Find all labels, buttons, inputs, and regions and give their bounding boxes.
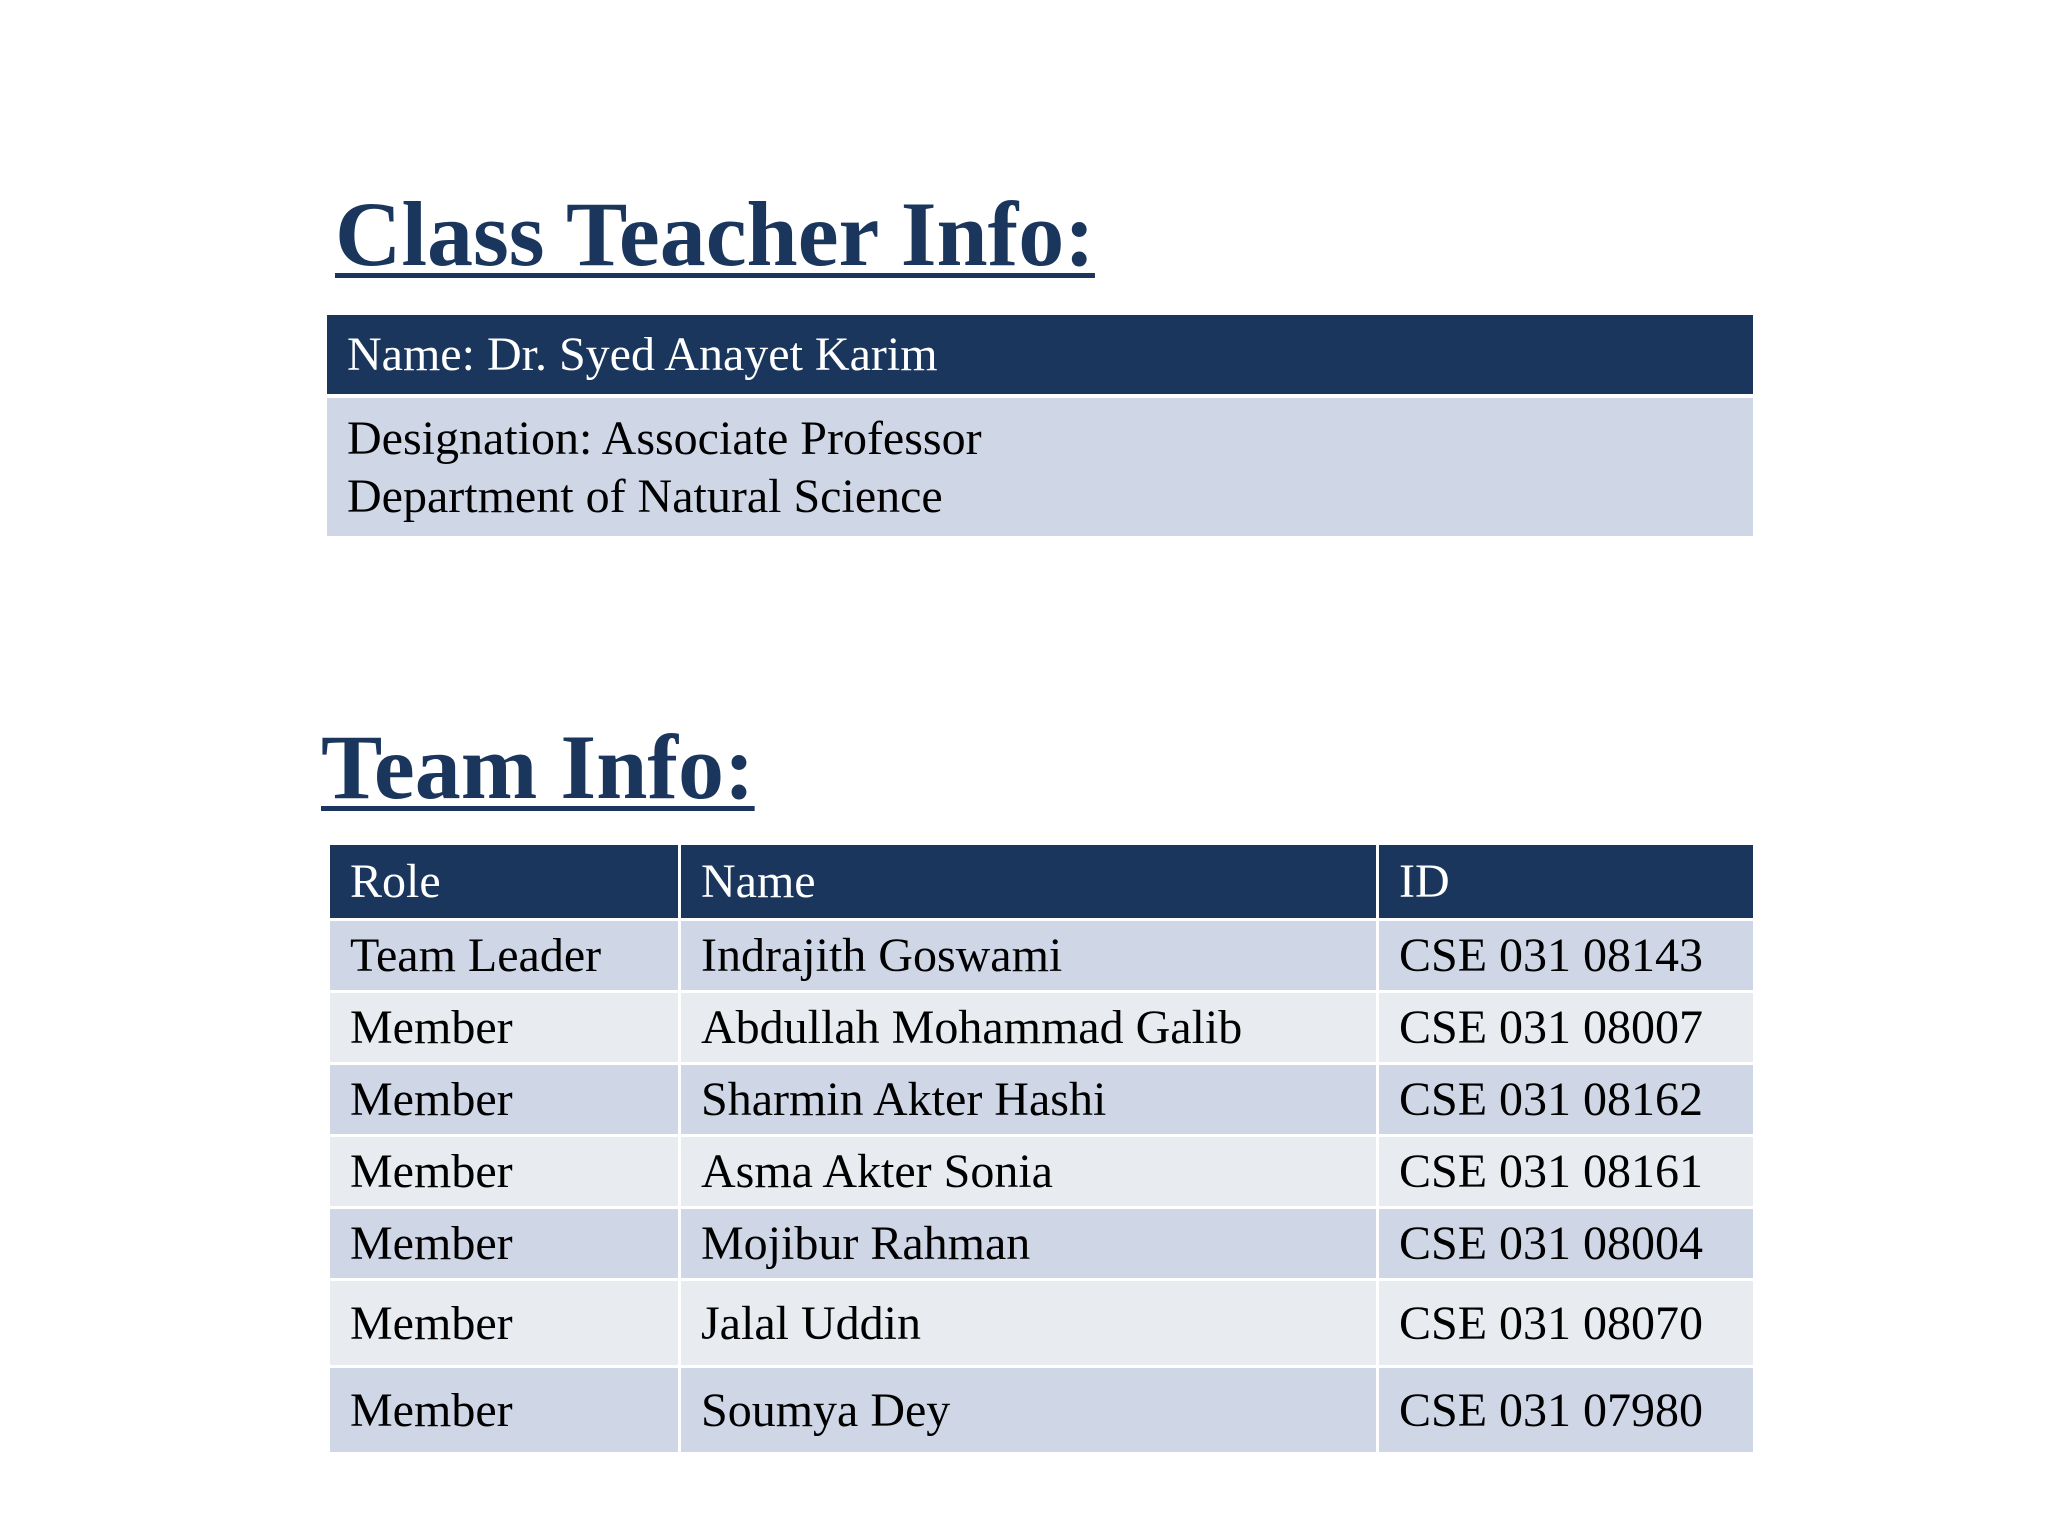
- teacher-info-box: [327, 315, 1753, 536]
- member-name: Abdullah Mohammad Galib: [680, 992, 1378, 1064]
- member-id: CSE 031 08007: [1378, 992, 1755, 1064]
- team-table: [327, 842, 1756, 1455]
- table-row: [329, 1064, 1755, 1136]
- member-name: Asma Akter Sonia: [680, 1136, 1378, 1208]
- table-row: [329, 992, 1755, 1064]
- member-id: CSE 031 08070: [1378, 1280, 1755, 1367]
- member-name: Jalal Uddin: [680, 1280, 1378, 1367]
- table-row: [329, 1208, 1755, 1280]
- member-role: Member: [329, 1064, 680, 1136]
- member-role: Member: [329, 1367, 680, 1454]
- teacher-designation: Designation: Associate Professor: [347, 412, 982, 465]
- member-name: Indrajith Goswami: [680, 920, 1378, 992]
- member-id: CSE 031 08162: [1378, 1064, 1755, 1136]
- table-row: [329, 1367, 1755, 1454]
- column-header-id: ID: [1378, 844, 1755, 920]
- member-id: CSE 031 08004: [1378, 1208, 1755, 1280]
- member-role: Member: [329, 992, 680, 1064]
- member-name: Sharmin Akter Hashi: [680, 1064, 1378, 1136]
- member-role: Member: [329, 1280, 680, 1367]
- teacher-department: Department of Natural Science: [347, 470, 943, 523]
- column-header-name: Name: [680, 844, 1378, 920]
- column-header-role: Role: [329, 844, 680, 920]
- table-row: [329, 920, 1755, 992]
- member-id: CSE 031 07980: [1378, 1367, 1755, 1454]
- member-role: Member: [329, 1208, 680, 1280]
- teacher-name: Name: Dr. Syed Anayet Karim: [327, 315, 1753, 394]
- table-row: [329, 1136, 1755, 1208]
- teacher-details: [327, 398, 1753, 536]
- member-name: Soumya Dey: [680, 1367, 1378, 1454]
- member-name: Mojibur Rahman: [680, 1208, 1378, 1280]
- member-id: CSE 031 08161: [1378, 1136, 1755, 1208]
- team-table-header-row: [329, 844, 1755, 920]
- class-teacher-heading: Class Teacher Info:: [335, 183, 1095, 285]
- table-row: [329, 1280, 1755, 1367]
- team-info-heading: Team Info:: [321, 716, 755, 818]
- member-id: CSE 031 08143: [1378, 920, 1755, 992]
- member-role: Member: [329, 1136, 680, 1208]
- member-role: Team Leader: [329, 920, 680, 992]
